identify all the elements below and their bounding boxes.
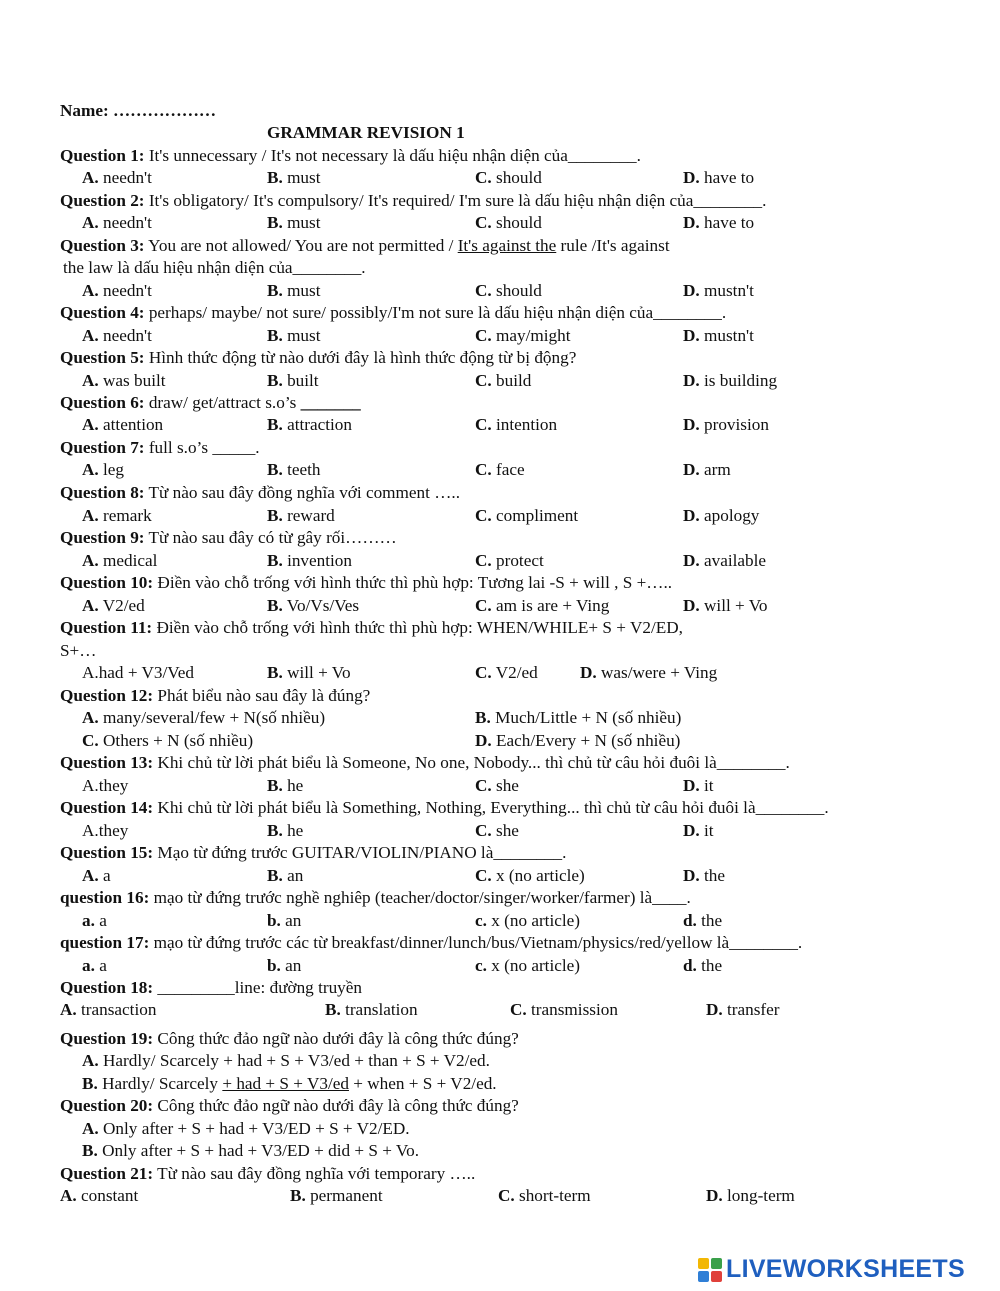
question-14: Question 14: Khi chủ từ lời phát biểu là Something, Nothing, Everything... thì chủ từ câu hỏi đuôi là________. [60,798,829,817]
option-b[interactable]: B. must [267,168,321,187]
option-b[interactable]: B. built [267,371,319,390]
question-16: question 16: mạo từ đứng trước nghề nghiêp (teacher/doctor/singer/worker/farmer) là____. [60,888,691,907]
option-b[interactable]: b. an [267,911,302,930]
question-17: question 17: mạo từ đứng trước các từ breakfast/dinner/lunch/bus/Vietnam/physics/red/yellow là________. [60,933,803,952]
question-5: Question 5: Hình thức động từ nào dưới đây là hình thức động từ bị động? [60,348,577,367]
option-a[interactable]: A. needn't [82,326,152,345]
option-c[interactable]: C. may/might [475,326,571,345]
option-d[interactable]: D. have to [683,213,755,232]
question-15: Question 15: Mạo từ đứng trước GUITAR/VIOLIN/PIANO là________. [60,843,567,862]
option-a[interactable]: A. needn't [82,281,152,300]
logo-cube [711,1271,722,1282]
logo-cube [698,1271,709,1282]
logo-text: LIVEWORKSHEETS [726,1255,965,1283]
option-a[interactable]: A. leg [82,460,125,479]
option-a[interactable]: A. was built [82,371,166,390]
option-b[interactable]: B. permanent [290,1186,383,1205]
option-b[interactable]: B. he [267,821,304,840]
option-d[interactable]: D. the [683,866,726,885]
question-19: Question 19: Công thức đảo ngữ nào dưới đây là công thức đúng? [60,1029,519,1048]
option-b[interactable]: B. he [267,776,304,795]
option-a[interactable]: A. remark [82,506,152,525]
option-b[interactable]: B. attraction [267,415,352,434]
option-b[interactable]: B. must [267,213,321,232]
question-9: Question 9: Từ nào sau đây có từ gây rối……… [60,528,397,547]
option-d[interactable]: D. will + Vo [683,596,768,615]
option-d[interactable]: D. provision [683,415,769,434]
page-title: GRAMMAR REVISION 1 [267,123,465,142]
question-4: Question 4: perhaps/ maybe/ not sure/ possibly/I'm not sure là dấu hiệu nhận diện của________. [60,303,727,322]
option-d[interactable]: D. arm [683,460,731,479]
option-b[interactable]: B. must [267,326,321,345]
option-b[interactable]: B. Vo/Vs/Ves [267,596,360,615]
question-7: Question 7: full s.o’s _____. [60,438,260,457]
option-c[interactable]: C. face [475,460,525,479]
question-20: Question 20: Công thức đảo ngữ nào dưới đây là công thức đúng? [60,1096,519,1115]
question-13: Question 13: Khi chủ từ lời phát biểu là Someone, No one, Nobody... thì chủ từ câu hỏi đuôi là________. [60,753,790,772]
option-a[interactable]: A. a [82,866,111,885]
option-c[interactable]: C. intention [475,415,558,434]
option-b[interactable]: B. translation [325,1000,418,1019]
name-label: Name: ……………… [60,101,217,120]
option-d[interactable]: d. the [683,911,723,930]
option-c[interactable]: C. short-term [498,1186,591,1205]
question-3-line-2: the law là dấu hiệu nhận diện của________. [63,258,366,277]
option-c[interactable]: C. she [475,776,519,795]
option-d[interactable]: d. the [683,956,723,975]
option-c[interactable]: C. am is are + Ving [475,596,610,615]
option-d[interactable]: D. transfer [706,1000,780,1019]
option-d[interactable]: D. is building [683,371,778,390]
option-b[interactable]: B. teeth [267,460,321,479]
option-a[interactable]: A. V2/ed [82,596,145,615]
option-d[interactable]: D. mustn't [683,281,754,300]
option-a[interactable]: a. a [82,956,107,975]
option-d[interactable]: D. it [683,821,714,840]
option-b[interactable]: B. Only after + S + had + V3/ED + did + S + Vo. [82,1141,419,1160]
option-c[interactable]: c. x (no article) [475,956,580,975]
option-d[interactable]: D. long-term [706,1186,795,1205]
option-b[interactable]: B. an [267,866,304,885]
option-a[interactable]: a. a [82,911,107,930]
option-c[interactable]: C. x (no article) [475,866,585,885]
option-b[interactable]: B. must [267,281,321,300]
option-a[interactable]: A. needn't [82,213,152,232]
option-a[interactable]: A. attention [82,415,164,434]
option-c[interactable]: C. build [475,371,532,390]
option-d[interactable]: D. apology [683,506,760,525]
question-11-line-2: S+… [60,641,97,660]
question-2: Question 2: It's obligatory/ It's compulsory/ It's required/ I'm sure là dấu hiệu nhận diện của________. [60,191,767,210]
option-a[interactable]: A.had + V3/Ved [82,663,195,682]
option-a[interactable]: A.they [82,776,129,795]
option-d[interactable]: D. available [683,551,767,570]
option-c[interactable]: c. x (no article) [475,911,580,930]
option-c[interactable]: C. V2/ed [475,663,538,682]
option-b[interactable]: B. Hardly/ Scarcely + had + S + V3/ed + when + S + V2/ed. [82,1074,497,1093]
option-c[interactable]: C. she [475,821,519,840]
question-1: Question 1: It's unnecessary / It's not necessary là dấu hiệu nhận diện của________. [60,146,641,165]
option-c[interactable]: C. protect [475,551,544,570]
option-a[interactable]: A. needn't [82,168,152,187]
option-b[interactable]: B. reward [267,506,335,525]
logo-cubes-icon [698,1258,722,1282]
option-a[interactable]: A. Hardly/ Scarcely + had + S + V3/ed + than + S + V2/ed. [82,1051,490,1070]
option-a[interactable]: A. many/several/few + N(số nhiều) [82,708,326,727]
question-11: Question 11: Điền vào chỗ trống với hình thức thì phù hợp: WHEN/WHILE+ S + V2/ED, [60,618,683,637]
logo-cube [711,1258,722,1269]
option-d[interactable]: D. mustn't [683,326,754,345]
option-b[interactable]: B. Much/Little + N (số nhiều) [475,708,682,727]
option-a[interactable]: A. medical [82,551,158,570]
option-c[interactable]: C. should [475,213,542,232]
option-b[interactable]: b. an [267,956,302,975]
option-d[interactable]: D. have to [683,168,755,187]
option-d[interactable]: D. was/were + Ving [580,663,718,682]
option-c[interactable]: C. should [475,168,542,187]
question-18: Question 18: _________line: đường truyền [60,978,362,997]
option-a[interactable]: A. transaction [60,1000,157,1019]
question-10: Question 10: Điền vào chỗ trống với hình thức thì phù hợp: Tương lai -S + will , S +….. [60,573,673,592]
option-b[interactable]: B. invention [267,551,352,570]
option-a[interactable]: A. constant [60,1186,139,1205]
liveworksheets-logo [698,1255,965,1284]
question-8: Question 8: Từ nào sau đây đồng nghĩa với comment ….. [60,483,460,502]
question-21: Question 21: Từ nào sau đây đồng nghĩa với temporary ….. [60,1164,476,1183]
question-6: Question 6: draw/ get/attract s.o’s _______ [60,393,361,412]
option-c[interactable]: C. compliment [475,506,579,525]
answer-blank[interactable]: _______ [300,393,361,412]
question-3: Question 3: You are not allowed/ You are not permitted / It's against the rule /It's against [60,236,670,255]
option-c[interactable]: C. should [475,281,542,300]
option-a[interactable]: A.they [82,821,129,840]
option-a[interactable]: A. Only after + S + had + V3/ED + S + V2/ED. [82,1119,410,1138]
option-d[interactable]: D. Each/Every + N (số nhiều) [475,731,681,750]
option-c[interactable]: C. Others + N (số nhiều) [82,731,254,750]
option-b[interactable]: B. will + Vo [267,663,351,682]
option-d[interactable]: D. it [683,776,714,795]
option-c[interactable]: C. transmission [510,1000,618,1019]
question-12: Question 12: Phát biểu nào sau đây là đúng? [60,686,371,705]
logo-cube [698,1258,709,1269]
